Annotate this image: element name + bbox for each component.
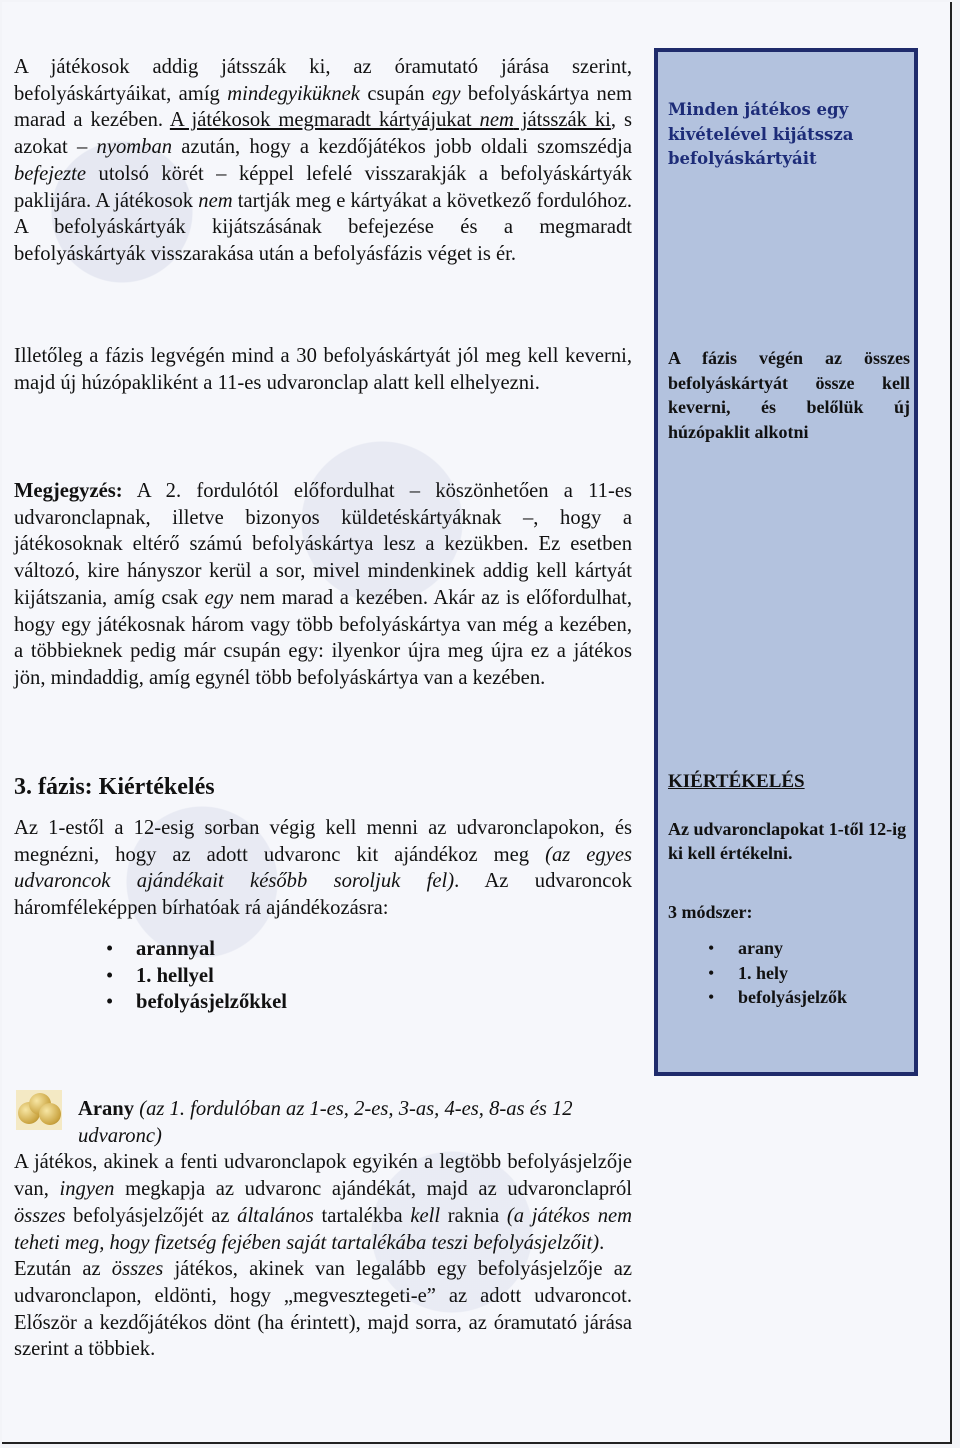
list-item: • 1. hely <box>708 961 910 986</box>
sidebar-heading: KIÉRTÉKELÉS <box>668 771 805 792</box>
sidebar-subheading: 3 módszer: <box>668 901 753 922</box>
text: , s azokat – <box>14 109 632 159</box>
text-underlined: A játékosok megmaradt kártyájukat <box>169 109 480 132</box>
text-italic: ingyen <box>59 1178 115 1201</box>
text: azután, hogy a kezdőjátékos jobb oldali szomszédja <box>172 136 632 159</box>
note-label: Megjegyzés: <box>14 480 123 502</box>
sidebar-summary-1 <box>668 98 910 172</box>
text-underlined: játsszák ki <box>513 109 611 132</box>
text: játékos, akinek van legalább egy befolyásjelzője az udvaronclapon, eldönti, hogy „megvesztegeti-e” az adott udvaroncot. Először a kezdőjátékos dönt (ha érintett), majd sorra, az óramutató járása szerint a többiek. <box>14 1258 632 1361</box>
sidebar-text: Az udvaronclapokat 1-től 12-ig ki kell értékelni. <box>668 818 907 863</box>
text: A játékosok addig játsszák ki, az óramutató járása szerint, befolyáskártyáikat, amíg <box>14 56 632 105</box>
text-italic: kell <box>410 1204 441 1227</box>
text: befolyáskártya nem marad a kezében. <box>14 82 632 132</box>
paragraph-phase-3 <box>14 815 632 1016</box>
paragraph-influence-play <box>14 54 632 268</box>
sidebar-method-list <box>708 936 910 1010</box>
text: Ezután az <box>14 1258 112 1281</box>
sidebar-text: Minden játékos egy kivételével kijátssza befolyáskártyáit <box>668 100 854 168</box>
text-italic: általános <box>237 1204 314 1227</box>
text: nem marad a kezében. Akár az is előfordulhat, hogy egy játékosnak három vagy több befolyáskártya van még a kezében, a többieknek pedig már csupán egy: ilyenkor újra meg újra ez a játékos jön, mindaddig, amíg egynél több befolyáskártya van a kezében. <box>14 586 633 689</box>
text-italic: nem <box>479 109 514 132</box>
list-item: • befolyásjelzőkkel <box>106 989 406 1016</box>
text-italic: egy <box>431 82 461 105</box>
text: Az 1-estől a 12-esig sorban végig kell menni az udvaronclapokon, és megnézni, hogy az adott udvaronc kit ajándékoz meg <box>14 817 632 866</box>
text-italic: mindegyiküknek <box>227 82 360 105</box>
text: utolsó körét – képpel lefelé visszarakják a befolyáskártyák paklijára. A játékosok <box>14 162 632 212</box>
text-italic: nem <box>198 189 233 212</box>
sidebar-summary-2 <box>668 346 910 444</box>
text-italic: (a játékos nem teheti meg, hogy fizetség fejében saját tartalékába teszi befolyásjelzőit) <box>14 1204 632 1254</box>
paragraph-note <box>14 478 632 692</box>
text: raknia <box>440 1204 507 1227</box>
text: . <box>599 1231 605 1254</box>
text: tartalékba <box>313 1204 411 1227</box>
gold-title: Arany <box>78 1098 135 1120</box>
list-item: • befolyásjelzők <box>708 985 910 1010</box>
text-italic: összes <box>14 1204 66 1227</box>
text: A játékos, akinek a fenti udvaronclapok egyikén a legtöbb befolyásjelzője van, <box>14 1151 632 1201</box>
text: . Az udvaroncok háromféleképpen bírhatóak rá ajándékozásra: <box>14 870 633 920</box>
text-italic: befejezte <box>14 162 87 185</box>
text-italic: egy <box>204 586 234 609</box>
text: Illetőleg a fázis legvégén mind a 30 befolyáskártyát jól meg kell keverni, majd új húzópakliként a 11-es udvaronclap alatt kell elhelyezni. <box>14 345 632 394</box>
text-italic: (az 1. fordulóban az 1-es, 2-es, 3-as, 4-es, 8-as és 12 udvaronc) <box>78 1098 573 1147</box>
text-italic: nyomban <box>96 136 173 159</box>
sidebar-summary-3 <box>668 770 910 1010</box>
text-italic: összes <box>111 1258 164 1281</box>
paragraph-shuffle <box>14 343 632 396</box>
method-list <box>106 936 406 1016</box>
text: csupán <box>359 82 432 105</box>
list-item: • arannyal <box>106 936 406 963</box>
text: A 2. fordulótól előfordulhat – köszönhetően a 11-es udvaronclapnak, illetve bizonyos küldetéskártyáknak –, hogy a játékosoknak eltérő számú befolyáskártya lesz a kezükben. Ez esetben változó, kire hányszor kerül a sor, mivel mindenkinek addig kell kártyát kijátszania, amíg csak <box>14 480 632 609</box>
sidebar-text: A fázis végén az összes befolyáskártyát össze kell keverni, és belőlük új húzópaklit alkotni <box>668 348 910 442</box>
paragraph-gold <box>14 1096 632 1363</box>
list-item: • arany <box>708 936 910 961</box>
list-item: • 1. hellyel <box>106 963 406 990</box>
section-heading-phase-3: 3. fázis: Kiértékelés <box>14 774 215 800</box>
text: tartják meg e kártyákat a következő fordulóhoz. A befolyáskártyák kijátszásának befejezése és a megmaradt befolyáskártyák visszarakása után a befolyásfázis véget is ér. <box>14 189 632 265</box>
text: megkapja az udvaronc ajándékát, majd az udvaronclapról <box>114 1178 632 1201</box>
text-italic: (az egyes udvaroncok ajándékait később soroljuk fel) <box>14 843 632 893</box>
text: befolyásjelzőjét az <box>65 1204 238 1227</box>
